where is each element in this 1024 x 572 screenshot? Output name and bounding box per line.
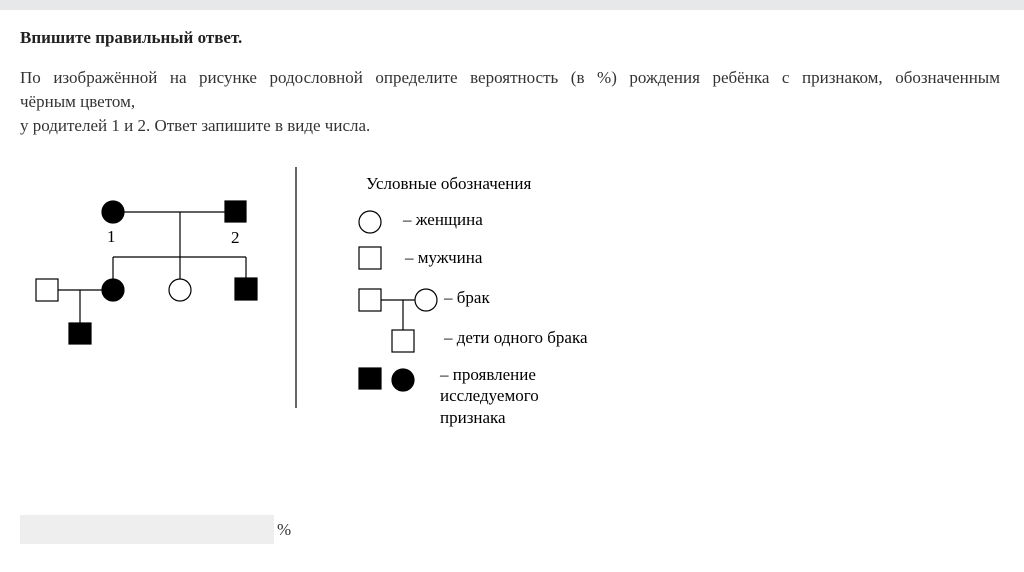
answer-unit: % [277,520,292,539]
legend-marriage-male-icon [359,289,381,311]
gen2-unaffected-male-spouse [36,279,58,301]
legend [359,211,437,391]
legend-woman-label: – женщина [403,210,483,229]
answer-input[interactable] [20,515,274,544]
question-line-3: у родителей 1 и 2. Ответ запишите в виде числа. [20,116,371,135]
legend-woman-icon [359,211,381,233]
question-line-1: По изображённой на рисунке родословной определите вероятность (в %) рождения ребёнка с признаком, обозначенным [20,68,1000,87]
legend-title: Условные обозначения [366,174,532,193]
gen2-unaffected-female [169,279,191,301]
parent-1-affected-female [102,201,124,223]
legend-man-label: – мужчина [405,248,483,267]
legend-affected-female-icon [392,369,414,391]
question-line-2: чёрным цветом, [20,92,136,111]
parent-1-label: 1 [107,227,116,246]
legend-child-icon [392,330,414,352]
pedigree-chart [36,201,257,344]
legend-marriage-female-icon [415,289,437,311]
legend-marriage-label: – брак [444,288,490,307]
gen3-affected-male [69,323,91,344]
task-heading: Впишите правильный ответ. [20,28,243,47]
legend-trait-label-1: – проявление [440,365,536,384]
gen2-affected-female [102,279,124,301]
legend-children-label: – дети одного брака [444,328,588,347]
legend-trait-label-3: признака [440,408,506,427]
legend-affected-male-icon [359,368,381,389]
legend-man-icon [359,247,381,269]
legend-trait-label-2: исследуемого [440,386,539,405]
parent-2-affected-male [225,201,246,222]
gen2-affected-male [235,278,257,300]
parent-2-label: 2 [231,228,240,247]
